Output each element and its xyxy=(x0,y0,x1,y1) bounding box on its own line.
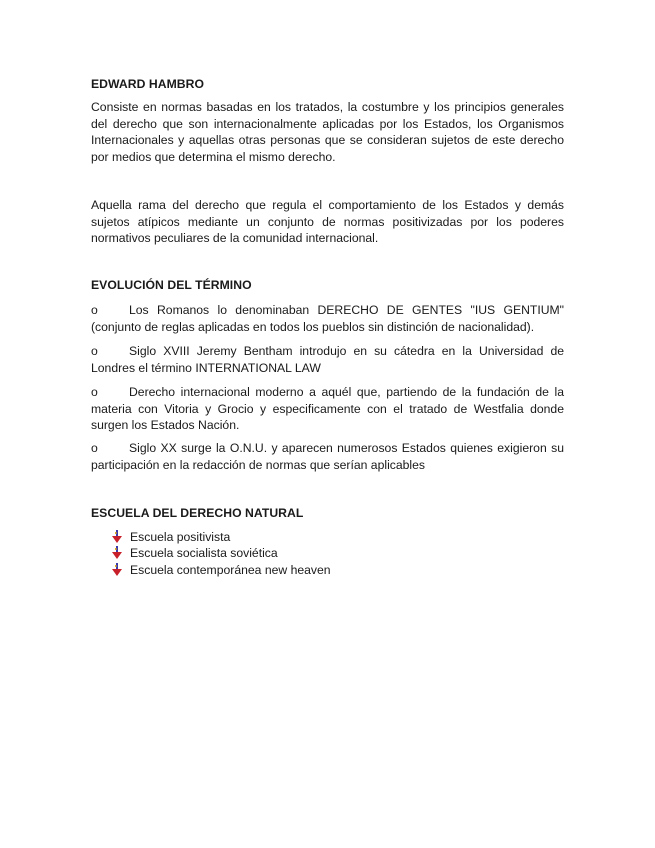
school-list-label: Escuela contemporánea new heaven xyxy=(130,562,331,577)
evolution-item-text: Siglo XVIII Jeremy Bentham introdujo en su cátedra en la Universidad de Londres el término INTERNATIONAL LAW xyxy=(91,344,564,375)
school-list-item xyxy=(111,545,331,561)
paragraph-definition-1: Consiste en normas basadas en los tratados, la costumbre y los principios generales del derecho que son internacionalmente aplicadas por los Estados, los Organismos Internacionales y aquellas otras personas que se consideran sujetos de este derecho por medios que determina el mismo derecho. xyxy=(91,100,564,164)
evolution-item-text: Los Romanos lo denominaban DERECHO DE GENTES "IUS GENTIUM" (conjunto de reglas aplicadas en todos los pueblos sin distinción de nacionalidad). xyxy=(91,303,564,334)
school-list-label: Escuela positivista xyxy=(130,530,231,544)
evolution-item-2 xyxy=(91,343,564,376)
school-list-label: Escuela socialista soviética xyxy=(130,546,278,561)
heading-evolucion: EVOLUCIÓN DEL TÉRMINO xyxy=(91,278,252,292)
heading-edward-hambro: EDWARD HAMBRO xyxy=(91,77,205,91)
evolution-item-4 xyxy=(91,440,564,473)
bullet-marker: o xyxy=(91,441,98,455)
bullet-marker: o xyxy=(91,385,98,399)
school-list-item xyxy=(111,529,331,545)
bullet-marker: o xyxy=(91,303,98,317)
school-list xyxy=(111,529,331,578)
evolution-item-text: Derecho internacional moderno a aquél que, partiendo de la fundación de la materia con Vitoria y Grocio y especificamente con el tratado de Westfalia donde surgen los Estados Nación. xyxy=(91,385,564,432)
evolution-item-1 xyxy=(91,302,564,335)
evolution-item-text: Siglo XX surge la O.N.U. y aparecen numerosos Estados quienes exigieron su participación en la redacción de normas que serían aplicables xyxy=(91,441,564,472)
arrow-down-icon xyxy=(111,563,123,577)
arrow-down-icon xyxy=(111,546,123,560)
paragraph-definition-2: Aquella rama del derecho que regula el comportamiento de los Estados y demás sujetos atípicos mediante un conjunto de normas positivizadas por los poderes normativos peculiares de la comunidad internacional. xyxy=(91,198,564,245)
arrow-down-icon xyxy=(111,530,123,544)
bullet-marker: o xyxy=(91,344,98,358)
heading-escuela: ESCUELA DEL DERECHO NATURAL xyxy=(91,506,304,520)
evolution-item-3 xyxy=(91,384,564,434)
school-list-item xyxy=(111,562,331,578)
